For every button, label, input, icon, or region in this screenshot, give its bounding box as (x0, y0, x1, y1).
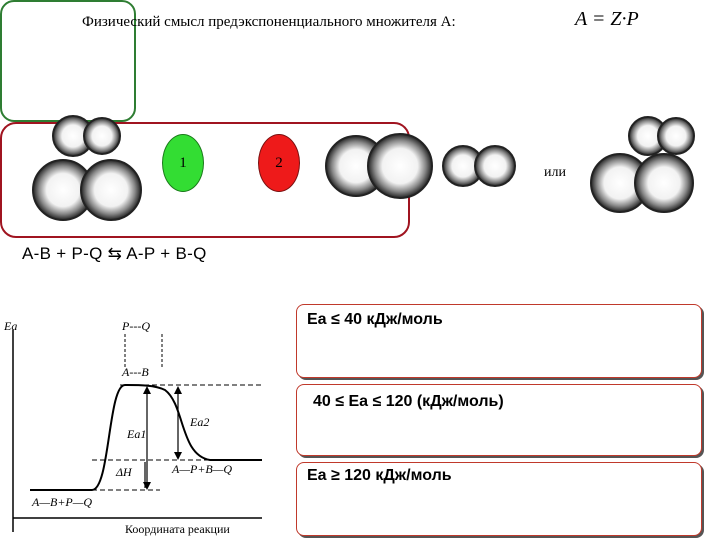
or-label: или (544, 165, 566, 180)
reactants-label: A—B+P—Q (32, 495, 93, 509)
atom (81, 160, 141, 220)
molecule-pair-green (33, 116, 141, 220)
formula: A = Z·P (575, 8, 639, 30)
atom (658, 118, 694, 154)
energy-box-text: Ea ≥ 120 кДж/моль (307, 467, 452, 484)
reaction-equation: A-B + P-Q ⇆ A-P + B-Q (22, 244, 207, 263)
energy-box-text: Ea ≤ 40 кДж/моль (307, 311, 443, 328)
label-circle-1: 1 (162, 134, 204, 192)
products-label: A—P+B—Q (172, 462, 233, 476)
pq-label: P---Q (122, 319, 150, 333)
energy-diagram (3, 319, 262, 536)
molecule-pair-red (326, 117, 694, 212)
label-circle-2: 2 (258, 134, 300, 192)
y-axis-label: Ea (4, 319, 18, 333)
ab-label: A---B (122, 365, 149, 379)
atom (84, 118, 120, 154)
x-axis-label: Координата реакции (125, 522, 230, 536)
atom (368, 134, 432, 198)
ea1-label: Ea1 (127, 427, 147, 441)
atom (635, 154, 693, 212)
energy-box-text: 40 ≤ Ea ≤ 120 (кДж/моль) (313, 393, 504, 410)
atom (475, 146, 515, 186)
page-title: Физический смысл предэкспоненциального множителя A: (82, 14, 456, 30)
energy-box-mid (296, 384, 702, 456)
ea2-label: Ea2 (190, 415, 210, 429)
energy-box-low (296, 304, 702, 378)
dh-label: ΔH (116, 465, 132, 479)
energy-box-high (296, 462, 702, 536)
